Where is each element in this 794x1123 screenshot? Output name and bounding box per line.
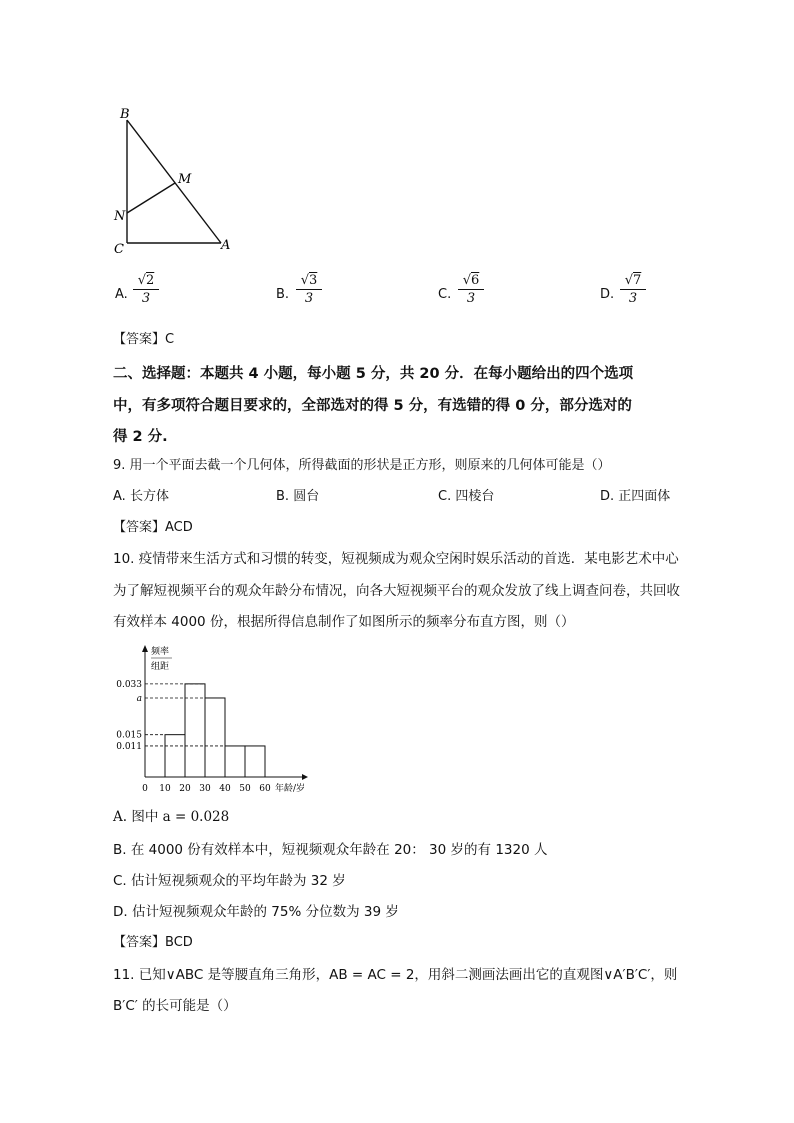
option-text: 圆台 (293, 489, 320, 504)
answer-value: ACD (165, 520, 193, 535)
x-tick-label: 10 (159, 784, 171, 794)
q9-option-c[interactable] (438, 488, 494, 506)
q9-answer (113, 519, 193, 537)
q10-answer (113, 934, 193, 952)
q8-answer (113, 331, 174, 349)
label-n: N (114, 209, 126, 224)
option-text: 四棱台 (455, 489, 495, 504)
q11-stem-line1: 11. 已知∨ABC 是等腰直角三角形，AB = AC = 2，用斜二测画法画出它的直观图∨A′B′C′，则 (113, 967, 678, 983)
option-text: 估计短视频观众的平均年龄为 32 岁 (131, 873, 346, 889)
option-letter: B. (276, 489, 290, 504)
q10-stem-line1: 10. 疫情带来生活方式和习惯的转变，短视频成为观众空闲时娱乐活动的首选．某电影艺术中心 (113, 551, 679, 567)
radicand: 6 (471, 273, 480, 288)
x-axis-arrow (302, 774, 308, 780)
y-tick-label: 0.011 (116, 741, 142, 752)
option-text: 正四面体 (618, 489, 671, 504)
frequency-histogram (110, 640, 325, 800)
y-tick-label: 0.033 (116, 679, 142, 690)
triangle-figure (108, 100, 238, 260)
q10-stem-line2: 为了解短视频平台的观众年龄分布情况，向各大短视频平台的观众发放了线上调查问卷，共回收 (113, 583, 680, 599)
section2-line3: 得 2 分. (113, 429, 168, 445)
q10-stem-line3: 有效样本 4000 份，根据所得信息制作了如图所示的频率分布直方图，则（） (113, 614, 575, 630)
option-letter: A. (113, 809, 128, 825)
x-tick-label: 0 (142, 784, 148, 794)
option-fraction: $\frac{√3}{3}$ (296, 273, 322, 306)
x-tick-label: 40 (219, 784, 231, 794)
section2-line2: 中，有多项符合题目要求的，全部选对的得 5 分，有选错的得 0 分，部分选对的 (113, 398, 632, 414)
denominator: 3 (304, 291, 314, 306)
option-text: 图中 a = 0.028 (131, 809, 230, 825)
x-axis-label: 年龄/岁 (275, 784, 306, 794)
label-m: M (178, 172, 192, 187)
q10-option-c[interactable] (113, 871, 346, 891)
option-text: 在 4000 份有效样本中，短视频观众年龄在 20： 30 岁的有 1320 人 (130, 842, 548, 858)
q9-stem: 9. 用一个平面去截一个几何体，所得截面的形状是正方形，则原来的几何体可能是（） (113, 458, 611, 473)
radicand: 7 (633, 273, 642, 288)
label-b: B (120, 107, 130, 122)
histogram-bar-50-60 (245, 746, 265, 777)
q10-option-d[interactable] (113, 902, 399, 922)
label-c: C (114, 242, 124, 257)
y-axis-arrow (142, 645, 148, 652)
q9-option-d[interactable] (600, 488, 670, 506)
option-letter: A. (115, 287, 128, 302)
label-a: A (221, 238, 231, 253)
option-fraction: $\frac{√2}{3}$ (133, 273, 159, 306)
y-axis-label-bottom: 组距 (151, 662, 170, 672)
denominator: 3 (466, 291, 476, 306)
q10-option-b[interactable] (113, 840, 547, 860)
option-letter: C. (438, 287, 452, 302)
answer-tag: 【答案】 (113, 332, 166, 347)
q10-option-a[interactable] (113, 807, 229, 827)
y-tick-label: a (136, 693, 142, 704)
answer-tag: 【答案】 (113, 520, 166, 535)
option-letter: D. (600, 489, 615, 504)
y-axis-label-top: 频率 (151, 647, 170, 657)
histogram-bar-40-50 (225, 746, 245, 777)
answer-tag: 【答案】 (113, 935, 166, 950)
histogram-bar-30-40 (205, 698, 225, 777)
option-fraction: $\frac{√6}{3}$ (458, 273, 484, 306)
denominator: 3 (628, 291, 638, 306)
option-letter: D. (113, 904, 128, 920)
x-tick-label: 20 (179, 784, 191, 794)
denominator: 3 (141, 291, 151, 306)
option-text: 长方体 (129, 489, 169, 504)
x-tick-label: 60 (259, 784, 271, 794)
x-tick-label: 50 (239, 784, 251, 794)
q9-option-a[interactable] (113, 488, 169, 506)
option-letter: B. (113, 842, 127, 858)
option-letter: A. (113, 489, 126, 504)
option-letter: B. (276, 287, 290, 302)
histogram-bar-10-20 (165, 735, 185, 777)
x-tick-label: 30 (199, 784, 211, 794)
answer-value: BCD (165, 935, 193, 950)
option-letter: C. (113, 873, 127, 889)
option-fraction: $\frac{√7}{3}$ (620, 273, 646, 306)
segment-mn (127, 183, 175, 213)
q9-option-b[interactable] (276, 488, 319, 506)
option-letter: C. (438, 489, 452, 504)
answer-value: C (165, 332, 175, 347)
option-text: 估计短视频观众年龄的 75% 分位数为 39 岁 (131, 904, 399, 920)
side-ab (127, 120, 221, 243)
section2-line1: 二、选择题：本题共 4 小题，每小题 5 分，共 20 分．在每小题给出的四个选项 (113, 366, 634, 382)
radicand: 3 (309, 273, 318, 288)
radicand: 2 (146, 273, 155, 288)
option-letter: D. (600, 287, 615, 302)
q11-stem-line2: B′C′ 的长可能是（） (113, 998, 237, 1014)
y-tick-label: 0.015 (116, 730, 142, 741)
